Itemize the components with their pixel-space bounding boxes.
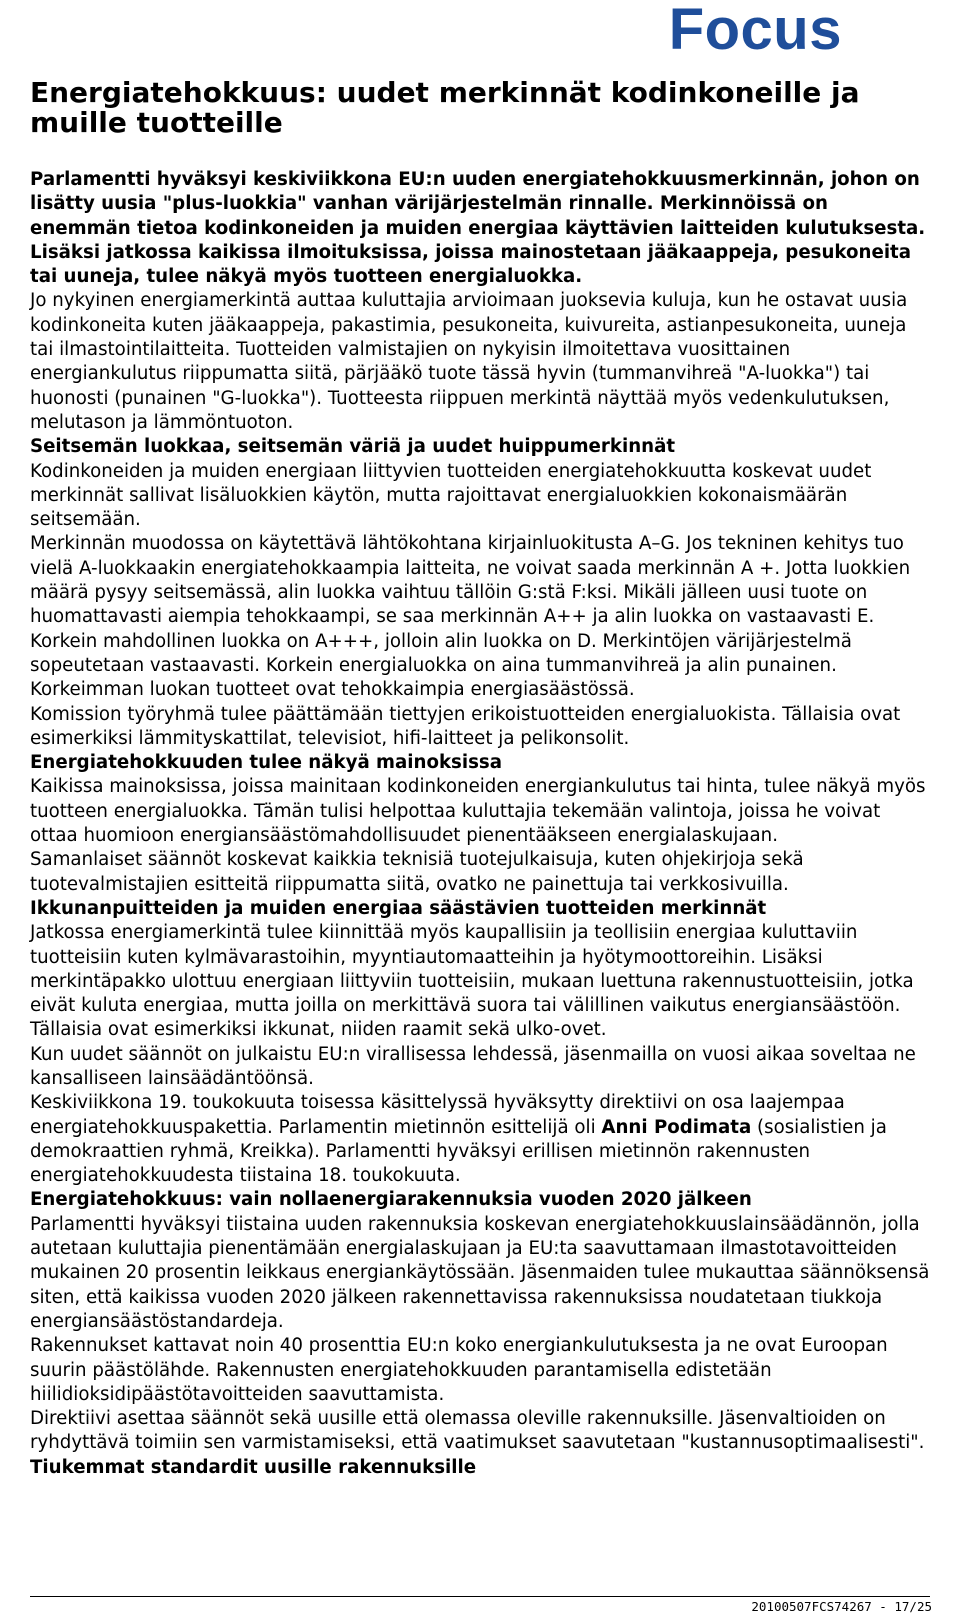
paragraph: Kun uudet säännöt on julkaistu EU:n virallisessa lehdessä, jäsenmailla on vuosi aikaa soveltaa ne kansalliseen lainsäädäntöönsä. — [30, 1043, 916, 1089]
paragraph: Parlamentti hyväksyi tiistaina uuden rakennuksia koskevan energiatehokkuuslainsäädännön, jolla autetaan kuluttajia pienentämään energialaskujaan ja EU:ta saavuttamaan ilmastotavoitteiden mukainen 20 prosentin leikkaus energiankäytössään. Jäsenmaiden tulee mukauttaa säännöksensä siten, että kaikissa vuoden 2020 jälkeen rakennettavissa rakennuksissa noudatetaan tiukkoja energiansäästöstandardeja. — [30, 1213, 930, 1332]
paragraph: Direktiivi asettaa säännöt sekä uusille että olemassa oleville rakennuksille. Jäsenvaltioiden on ryhdyttävä toimiin sen varmistamiseksi, että vaatimukset saavutetaan "kustannusoptimaalisesti". — [30, 1408, 925, 1454]
paragraph: Kaikissa mainoksissa, joissa mainitaan kodinkoneiden energiankulutus tai hinta, tulee näkyä myös tuotteen energialuokka. Tämän tulisi helpottaa kuluttajia tekemään valintoja, joissa he voivat ottaa huomioon energiansäästömahdollisuudet pienentääkseen energialaskujaan. — [30, 776, 926, 847]
paragraph: Jatkossa energiamerkintä tulee kiinnittää myös kaupallisiin ja teollisiin energiaa kuluttaviin tuotteisiin kuten kylmävarastoihin, myyntiautomaatteihin ja hyötymoottoreihin. Lisäksi merkintäpakko ulottuu energiaan liittyviin tuotteisiin, mukaan luettuna rakennustuotteisiin, jotka eivät kuluta energiaa, mutta joilla on merkittävä suora tai välillinen vaikutus energiansäästöön. Tällaisia ovat esimerkiksi ikkunat, niiden raamit sekä ulko-ovet. — [30, 922, 914, 1041]
lead-paragraph: Parlamentti hyväksyi keskiviikkona EU:n uuden energiatehokkuusmerkinnän, johon on lisätty uusia "plus-luokkia" vanhan värijärjestelmän rinnalle. Merkinnöissä on enemmän tietoa kodinkoneiden ja muiden energiaa käyttävien laitteiden kulutuksesta. Lisäksi jatkossa kaikissa ilmoituksissa, joissa mainostetaan jääkaappeja, pesukoneita tai uuneja, tulee näkyä myös tuotteen energialuokka. — [30, 169, 926, 288]
paragraph: Komission työryhmä tulee päättämään tiettyjen erikoistuotteiden energialuokista. Tällaisia ovat esimerkiksi lämmityskattilat, televisiot, hifi-laitteet ja pelikonsolit. — [30, 703, 901, 749]
article-title: Energiatehokkuus: uudet merkinnät kodinkoneille ja muille tuotteille — [30, 76, 860, 139]
article-body — [30, 168, 930, 1480]
rapporteur-name: Anni Podimata — [601, 1116, 752, 1138]
paragraph: Kodinkoneiden ja muiden energiaan liittyvien tuotteiden energiatehokkuutta koskevat uudet merkinnät sallivat lisäluokkien käytön, mutta rajoittavat energialuokkien kokonaismäärän seitsemään. — [30, 460, 872, 531]
paragraph — [30, 1091, 930, 1188]
paragraph-text: (sosialistien ja demokraattien ryhmä, Kreikka). Parlamentti hyväksyi erillisen mietinnön rakennusten energiatehokkuudesta tiistaina 18. toukokuuta. — [30, 1116, 887, 1187]
footer-divider — [30, 1596, 930, 1597]
paragraph: Samanlaiset säännöt koskevat kaikkia teknisiä tuotejulkaisuja, kuten ohjekirjoja sekä tuotevalmistajien esitteitä riippumatta siitä, ovatko ne painettuja tai verkkosivuilla. — [30, 849, 804, 895]
section-heading: Energiatehokkuuden tulee näkyä mainoksissa — [30, 752, 503, 774]
section-heading: Tiukemmat standardit uusille rakennuksille — [30, 1456, 477, 1478]
paragraph: Merkinnän muodossa on käytettävä lähtökohtana kirjainluokitusta A–G. Jos tekninen kehitys tuo vielä A-luokkaakin energiatehokkaampia laitteita, ne voivat saada merkinnän A +. Jotta luokkien määrä pysyy seitsemässä, alin luokka vaihtuu tällöin G:stä F:ksi. Mikäli jälleen uusi tuote on huomattavasti aiempia tehokkaampi, se saa merkinnän A++ ja alin luokka on vastaavasti E. Korkein mahdollinen luokka on A+++, jolloin alin luokka on D. Merkintöjen värijärjestelmä sopeutetaan vastaavasti. Korkein energialuokka on aina tummanvihreä ja alin punainen. Korkeimman luokan tuotteet ovat tehokkaimpia energiasäästössä. — [30, 533, 911, 701]
section-heading: Seitsemän luokkaa, seitsemän väriä ja uudet huippumerkinnät — [30, 436, 676, 458]
paragraph: Jo nykyinen energiamerkintä auttaa kuluttajia arvioimaan juoksevia kuluja, kun he ostavat uusia kodinkoneita kuten jääkaappeja, pakastimia, pesukoneita, kuivureita, astianpesukoneita, uuneja tai ilmastointilaitteita. Tuotteiden valmistajien on nykyisin ilmoitettava vuosittainen energiankulutus riippumatta siitä, pärjääkö tuote tässä hyvin (tummanvihreä "A-luokka") tai huonosti (punainen "G-luokka"). Tuotteesta riippuen merkintä näyttää myös vedenkulutuksen, melutason ja lämmöntuoton. — [30, 290, 908, 433]
page-reference: 20100507FCS74267 - 17/25 — [751, 1599, 932, 1614]
section-label: Focus — [668, 0, 842, 62]
paragraph-text: Keskiviikkona 19. toukokuuta toisessa käsittelyssä hyväksytty direktiivi on osa laajempaa energiatehokkuuspakettia. Parlamentin mietinnön esittelijä oli — [30, 1092, 845, 1138]
section-heading: Ikkunanpuitteiden ja muiden energiaa säästävien tuotteiden merkinnät — [30, 897, 767, 919]
paragraph: Rakennukset kattavat noin 40 prosenttia EU:n koko energiankulutuksesta ja ne ovat Euroopan suurin päästölähde. Rakennusten energiatehokkuuden parantamisella edistetään hiilidioksidipäästötavoitteiden saavuttamista. — [30, 1335, 888, 1405]
section-heading: Energiatehokkuus: vain nollaenergiarakennuksia vuoden 2020 jälkeen — [30, 1189, 752, 1211]
